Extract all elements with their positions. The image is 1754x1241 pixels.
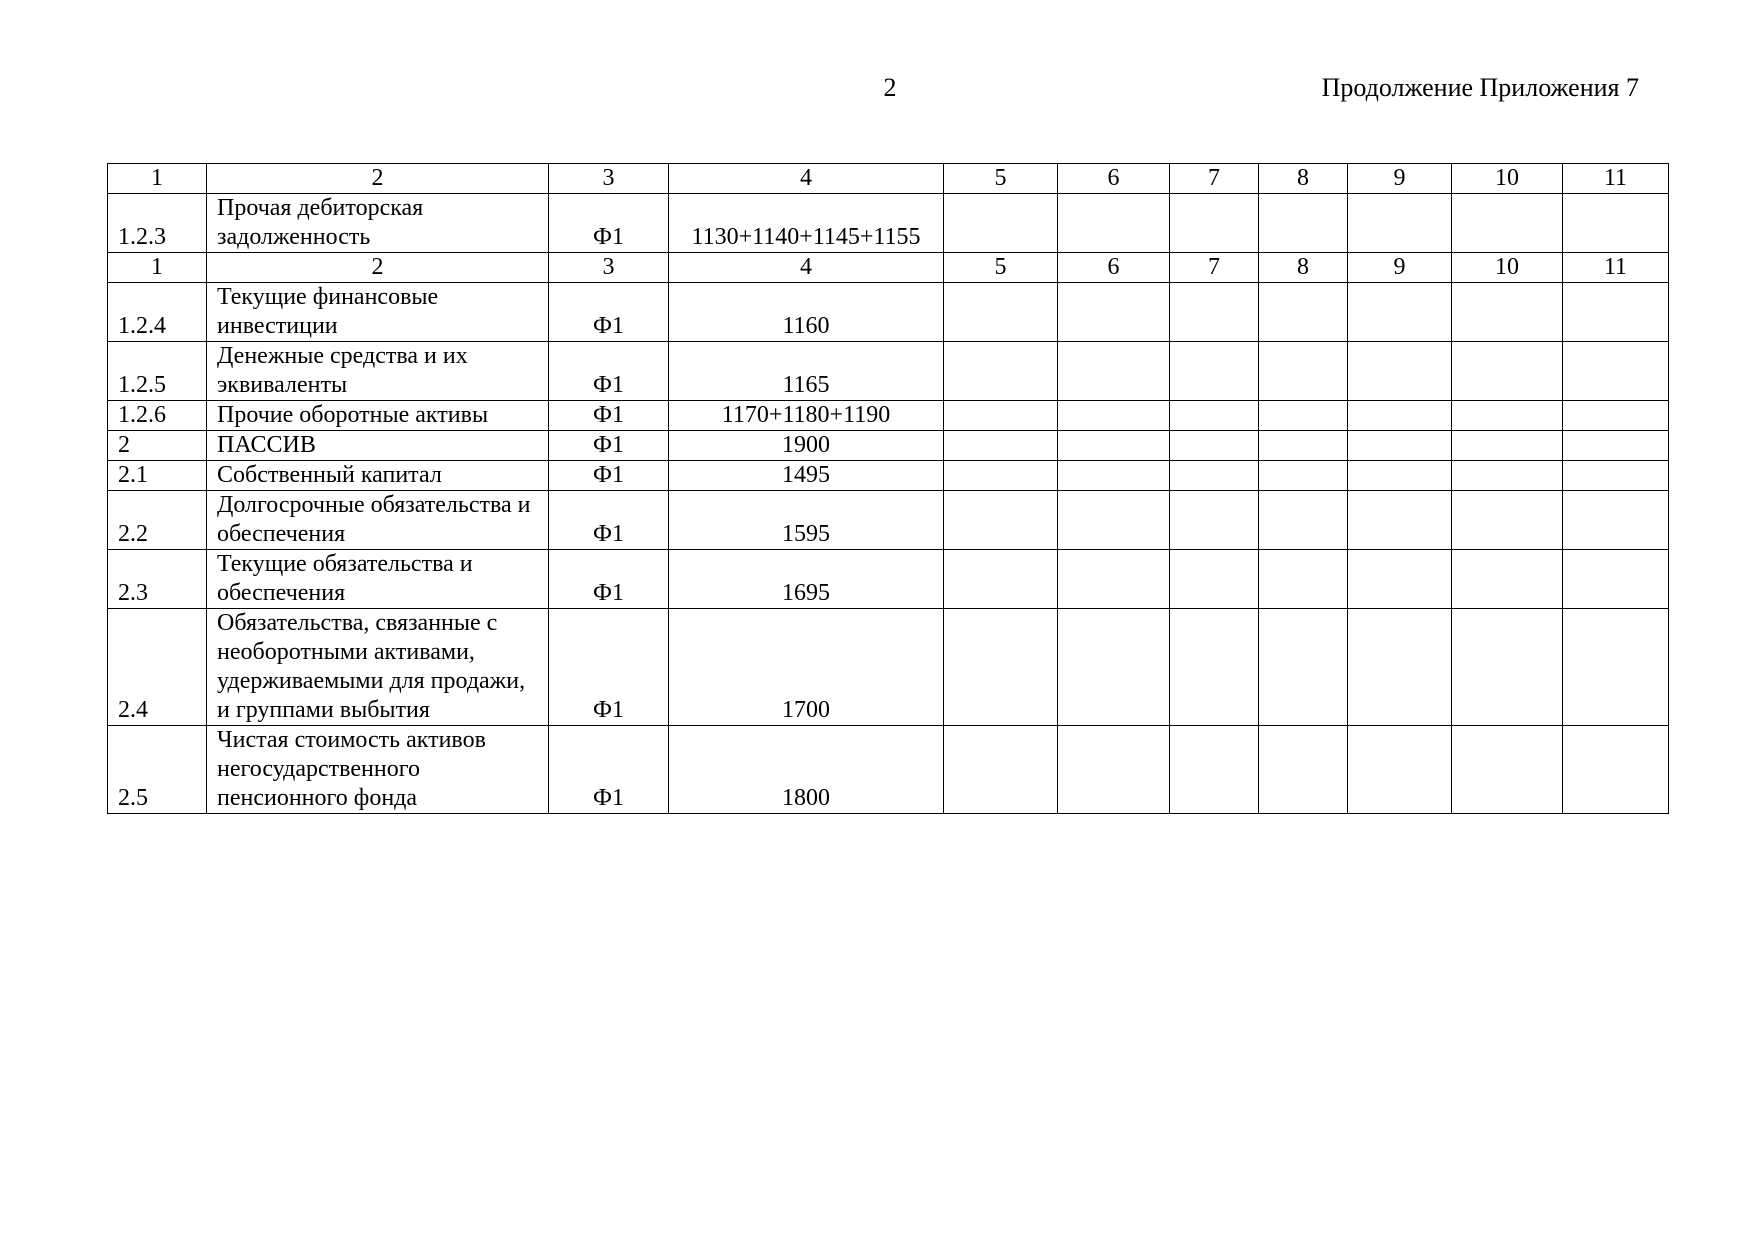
empty-value-cell (1348, 401, 1452, 431)
row-lines-cell: 1130+1140+1145+1155 (669, 194, 944, 253)
empty-value-cell (1170, 726, 1259, 814)
row-lines-cell: 1170+1180+1190 (669, 401, 944, 431)
empty-value-cell (1563, 401, 1669, 431)
table-row (108, 461, 1669, 491)
column-number-cell: 7 (1170, 253, 1259, 283)
empty-value-cell (1563, 609, 1669, 726)
row-name-cell: Денежные средства и их эквиваленты (207, 342, 549, 401)
empty-value-cell (1563, 726, 1669, 814)
empty-value-cell (1452, 550, 1563, 609)
column-number-cell: 9 (1348, 253, 1452, 283)
empty-value-cell (1259, 401, 1348, 431)
empty-value-cell (1563, 283, 1669, 342)
empty-value-cell (944, 283, 1058, 342)
empty-value-cell (1170, 194, 1259, 253)
empty-value-cell (1452, 609, 1563, 726)
empty-value-cell (1058, 550, 1170, 609)
column-number-cell: 11 (1563, 253, 1669, 283)
empty-value-cell (1170, 491, 1259, 550)
column-number-row (108, 253, 1669, 283)
table-row (108, 283, 1669, 342)
empty-value-cell (1259, 283, 1348, 342)
empty-value-cell (1452, 726, 1563, 814)
empty-value-cell (1259, 491, 1348, 550)
row-name-cell: ПАССИВ (207, 431, 549, 461)
empty-value-cell (1348, 550, 1452, 609)
row-lines-cell: 1695 (669, 550, 944, 609)
empty-value-cell (1348, 283, 1452, 342)
row-form-cell: Ф1 (549, 491, 669, 550)
column-number-cell: 5 (944, 253, 1058, 283)
empty-value-cell (1348, 431, 1452, 461)
column-number-cell: 9 (1348, 164, 1452, 194)
row-code-cell: 2.3 (108, 550, 207, 609)
empty-value-cell (944, 550, 1058, 609)
row-form-cell: Ф1 (549, 401, 669, 431)
row-form-cell: Ф1 (549, 431, 669, 461)
empty-value-cell (1259, 194, 1348, 253)
row-name-cell: Чистая стоимость активов негосударственного пенсионного фонда (207, 726, 549, 814)
empty-value-cell (1259, 461, 1348, 491)
empty-value-cell (944, 491, 1058, 550)
empty-value-cell (1348, 491, 1452, 550)
empty-value-cell (1058, 491, 1170, 550)
row-name-cell: Прочие оборотные активы (207, 401, 549, 431)
empty-value-cell (944, 461, 1058, 491)
empty-value-cell (1563, 550, 1669, 609)
empty-value-cell (1058, 342, 1170, 401)
empty-value-cell (1259, 609, 1348, 726)
empty-value-cell (944, 726, 1058, 814)
empty-value-cell (1563, 194, 1669, 253)
row-code-cell: 2.2 (108, 491, 207, 550)
empty-value-cell (1058, 431, 1170, 461)
row-code-cell: 2.5 (108, 726, 207, 814)
empty-value-cell (1170, 283, 1259, 342)
empty-value-cell (1170, 461, 1259, 491)
row-lines-cell: 1700 (669, 609, 944, 726)
empty-value-cell (1170, 609, 1259, 726)
empty-value-cell (1170, 431, 1259, 461)
empty-value-cell (1259, 550, 1348, 609)
table-row (108, 550, 1669, 609)
row-lines-cell: 1165 (669, 342, 944, 401)
empty-value-cell (1058, 461, 1170, 491)
empty-value-cell (1452, 283, 1563, 342)
row-lines-cell: 1900 (669, 431, 944, 461)
column-number-cell: 1 (108, 253, 207, 283)
empty-value-cell (1348, 726, 1452, 814)
empty-value-cell (1452, 342, 1563, 401)
row-code-cell: 1.2.6 (108, 401, 207, 431)
row-name-cell: Текущие обязательства и обеспечения (207, 550, 549, 609)
empty-value-cell (944, 431, 1058, 461)
table-row (108, 342, 1669, 401)
empty-value-cell (1563, 491, 1669, 550)
row-name-cell: Прочая дебиторская задолженность (207, 194, 549, 253)
column-number-cell: 4 (669, 164, 944, 194)
row-code-cell: 1.2.5 (108, 342, 207, 401)
empty-value-cell (1058, 401, 1170, 431)
empty-value-cell (1058, 726, 1170, 814)
row-name-cell: Долгосрочные обязательства и обеспечения (207, 491, 549, 550)
column-number-cell: 4 (669, 253, 944, 283)
column-number-cell: 5 (944, 164, 1058, 194)
empty-value-cell (1348, 342, 1452, 401)
column-number-cell: 2 (207, 164, 549, 194)
empty-value-cell (1058, 283, 1170, 342)
row-code-cell: 2.4 (108, 609, 207, 726)
empty-value-cell (944, 194, 1058, 253)
column-number-cell: 11 (1563, 164, 1669, 194)
empty-value-cell (1452, 401, 1563, 431)
empty-value-cell (1170, 550, 1259, 609)
empty-value-cell (1058, 609, 1170, 726)
table-row (108, 609, 1669, 726)
empty-value-cell (944, 342, 1058, 401)
empty-value-cell (1170, 401, 1259, 431)
row-form-cell: Ф1 (549, 726, 669, 814)
page-number: 2 (883, 73, 897, 102)
empty-value-cell (1259, 431, 1348, 461)
empty-value-cell (1563, 461, 1669, 491)
table-row (108, 726, 1669, 814)
column-number-row (108, 164, 1669, 194)
column-number-cell: 1 (108, 164, 207, 194)
empty-value-cell (1170, 342, 1259, 401)
appendix-continuation-note: Продолжение Приложения 7 (1321, 73, 1639, 102)
column-number-cell: 8 (1259, 253, 1348, 283)
column-number-cell: 2 (207, 253, 549, 283)
row-code-cell: 1.2.4 (108, 283, 207, 342)
row-name-cell: Текущие финансовые инвестиции (207, 283, 549, 342)
column-number-cell: 8 (1259, 164, 1348, 194)
empty-value-cell (1259, 342, 1348, 401)
table-row (108, 194, 1669, 253)
empty-value-cell (1452, 431, 1563, 461)
empty-value-cell (1348, 609, 1452, 726)
empty-value-cell (1348, 461, 1452, 491)
column-number-cell: 6 (1058, 164, 1170, 194)
table-body (108, 164, 1669, 814)
row-form-cell: Ф1 (549, 461, 669, 491)
empty-value-cell (1563, 431, 1669, 461)
row-lines-cell: 1160 (669, 283, 944, 342)
empty-value-cell (1452, 194, 1563, 253)
column-number-cell: 10 (1452, 253, 1563, 283)
empty-value-cell (1563, 342, 1669, 401)
row-lines-cell: 1495 (669, 461, 944, 491)
column-number-cell: 7 (1170, 164, 1259, 194)
empty-value-cell (1259, 726, 1348, 814)
row-lines-cell: 1800 (669, 726, 944, 814)
row-code-cell: 2.1 (108, 461, 207, 491)
row-form-cell: Ф1 (549, 194, 669, 253)
row-lines-cell: 1595 (669, 491, 944, 550)
empty-value-cell (1058, 194, 1170, 253)
report-table (107, 163, 1669, 814)
row-form-cell: Ф1 (549, 342, 669, 401)
empty-value-cell (1452, 461, 1563, 491)
empty-value-cell (1348, 194, 1452, 253)
row-name-cell: Обязательства, связанные с необоротными активами, удерживаемыми для продажи, и группами выбытия (207, 609, 549, 726)
empty-value-cell (1452, 491, 1563, 550)
table-row (108, 491, 1669, 550)
row-form-cell: Ф1 (549, 609, 669, 726)
row-code-cell: 1.2.3 (108, 194, 207, 253)
column-number-cell: 10 (1452, 164, 1563, 194)
column-number-cell: 3 (549, 253, 669, 283)
empty-value-cell (944, 401, 1058, 431)
row-form-cell: Ф1 (549, 283, 669, 342)
column-number-cell: 3 (549, 164, 669, 194)
row-form-cell: Ф1 (549, 550, 669, 609)
empty-value-cell (944, 609, 1058, 726)
row-code-cell: 2 (108, 431, 207, 461)
table-row (108, 401, 1669, 431)
column-number-cell: 6 (1058, 253, 1170, 283)
row-name-cell: Собственный капитал (207, 461, 549, 491)
table-row (108, 431, 1669, 461)
